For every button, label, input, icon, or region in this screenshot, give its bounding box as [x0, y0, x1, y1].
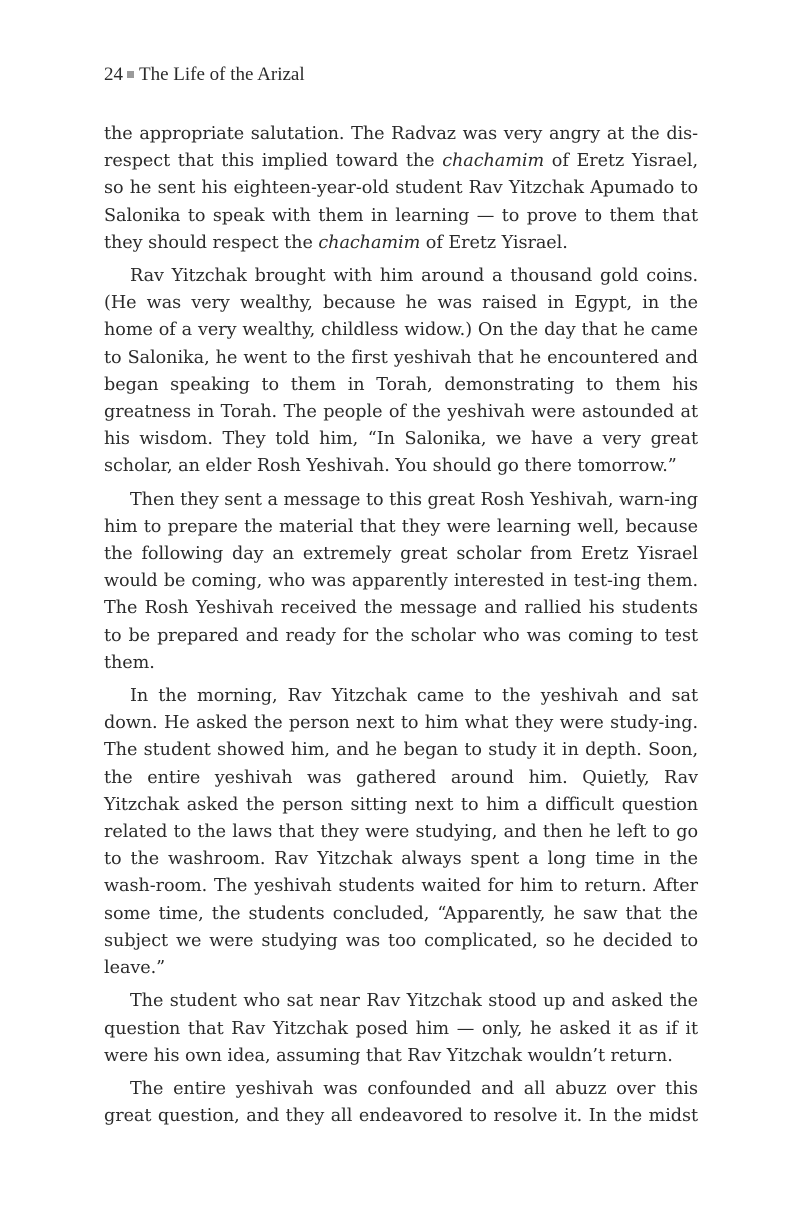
- italic-term: chachamim: [318, 232, 421, 253]
- book-title: The Life of the Arizal: [139, 64, 305, 85]
- paragraph-1: the appropriate salutation. The Radvaz was very angry at the dis-respect that this implied toward the chachamim of Eretz Yisrael, so he sent his eighteen-year-old student Rav Yitzchak Apumado to Salonika to speak with them in learning — to prove to them that they should respect the chachamim of Eretz Yisrael.: [104, 124, 698, 253]
- separator-square-icon: [127, 71, 134, 78]
- running-head: [104, 62, 698, 88]
- paragraph-2: Rav Yitzchak brought with him around a thousand gold coins. (He was very wealthy, because he was raised in Egypt, in the home of a very wealthy, childless widow.) On the day that he came to Salonika, he went to the first yeshivah that he encountered and began speaking to them in Torah, demonstrating to them his greatness in Torah. The people of the yeshivah were astounded at his wisdom. They told him, “In Salonika, we have a very great scholar, an elder Rosh Yeshivah. You should go there tomorrow.”: [104, 266, 698, 477]
- paragraph-5: The student who sat near Rav Yitzchak stood up and asked the question that Rav Yitzchak posed him — only, he asked it as if it were his own idea, assuming that Rav Yitzchak wouldn’t return.: [104, 991, 698, 1066]
- body-text: [104, 121, 698, 1130]
- paragraph-6: The entire yeshivah was confounded and all abuzz over this great question, and they all endeavored to resolve it. In the midst: [104, 1078, 698, 1127]
- page-number: 24: [104, 64, 123, 85]
- paragraph-4: In the morning, Rav Yitzchak came to the yeshivah and sat down. He asked the person next to him what they were study-ing. The student showed him, and he began to study it in depth. Soon, the entire yeshivah was gathered around him. Quietly, Rav Yitzchak asked the person sitting next to him a difficult question related to the laws that they were studying, and then he left to go to the washroom. Rav Yitzchak always spent a long time in the wash-room. The yeshivah students waited for him to return. After some time, the students concluded, “Apparently, he saw that the subject we were studying was too complicated, so he decided to leave.”: [104, 686, 698, 979]
- book-page: [104, 62, 698, 1136]
- paragraph-3: Then they sent a message to this great Rosh Yeshivah, warn-ing him to prepare the material that they were learning well, because the following day an extremely great scholar from Eretz Yisrael would be coming, who was apparently interested in test-ing them. The Rosh Yeshivah received the message and rallied his students to be prepared and ready for the scholar who was coming to test them.: [104, 489, 698, 673]
- italic-term: chachamim: [442, 151, 545, 172]
